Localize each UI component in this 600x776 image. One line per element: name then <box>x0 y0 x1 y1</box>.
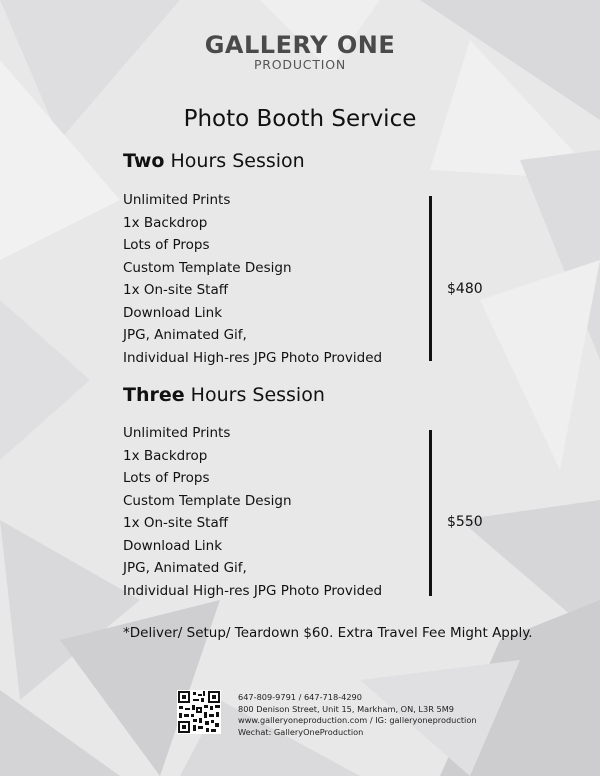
list-item: Download Link <box>123 304 223 321</box>
brand-logo <box>0 30 600 72</box>
contact-info <box>238 692 477 738</box>
session-heading-rest: Hours Session <box>164 150 305 172</box>
brand-name: GALLERY ONE <box>204 31 396 59</box>
list-item: Custom Template Design <box>123 492 292 509</box>
price-three-hours: $550 <box>447 514 483 530</box>
divider-line <box>429 430 432 596</box>
list-item: JPG, Animated Gif, <box>123 327 247 343</box>
session-heading-bold: Three <box>123 384 185 406</box>
contact-address: 800 Denison Street, Unit 15, Markham, ON, L3R 5M9 <box>238 703 454 714</box>
session-heading-two-hours <box>123 150 305 172</box>
list-item: 1x Backdrop <box>123 214 208 231</box>
price-two-hours: $480 <box>447 281 483 297</box>
contact-web: www.galleryoneproduction.com / IG: galleryoneproduction <box>238 715 477 726</box>
list-item: Individual High-res JPG Photo Provided <box>123 582 383 599</box>
session-heading-rest: Hours Session <box>184 384 325 406</box>
session-items-three-hours <box>123 422 382 602</box>
brand-sub: PRODUCTION <box>253 57 347 72</box>
list-item: 1x On-site Staff <box>123 282 229 298</box>
fee-note: *Deliver/ Setup/ Teardown $60. Extra Travel Fee Might Apply. <box>123 625 533 641</box>
contact-phones: 647-809-9791 / 647-718-4290 <box>238 692 362 702</box>
list-item: 1x On-site Staff <box>123 515 229 531</box>
list-item: Lots of Props <box>123 470 210 486</box>
list-item: Individual High-res JPG Photo Provided <box>123 349 383 366</box>
session-items-two-hours <box>123 189 382 369</box>
qr-code-icon <box>177 690 221 734</box>
list-item: 1x Backdrop <box>123 447 208 464</box>
list-item: Download Link <box>123 537 223 554</box>
session-heading-three-hours <box>123 384 325 406</box>
contact-wechat: Wechat: GalleryOneProduction <box>238 726 364 737</box>
session-heading-bold: Two <box>123 150 165 172</box>
list-item: Lots of Props <box>123 237 210 253</box>
list-item: Unlimited Prints <box>123 425 231 441</box>
divider-line <box>429 196 432 361</box>
list-item: JPG, Animated Gif, <box>123 560 247 576</box>
list-item: Custom Template Design <box>123 259 292 276</box>
page-title: Photo Booth Service <box>183 106 417 132</box>
list-item: Unlimited Prints <box>123 192 231 208</box>
